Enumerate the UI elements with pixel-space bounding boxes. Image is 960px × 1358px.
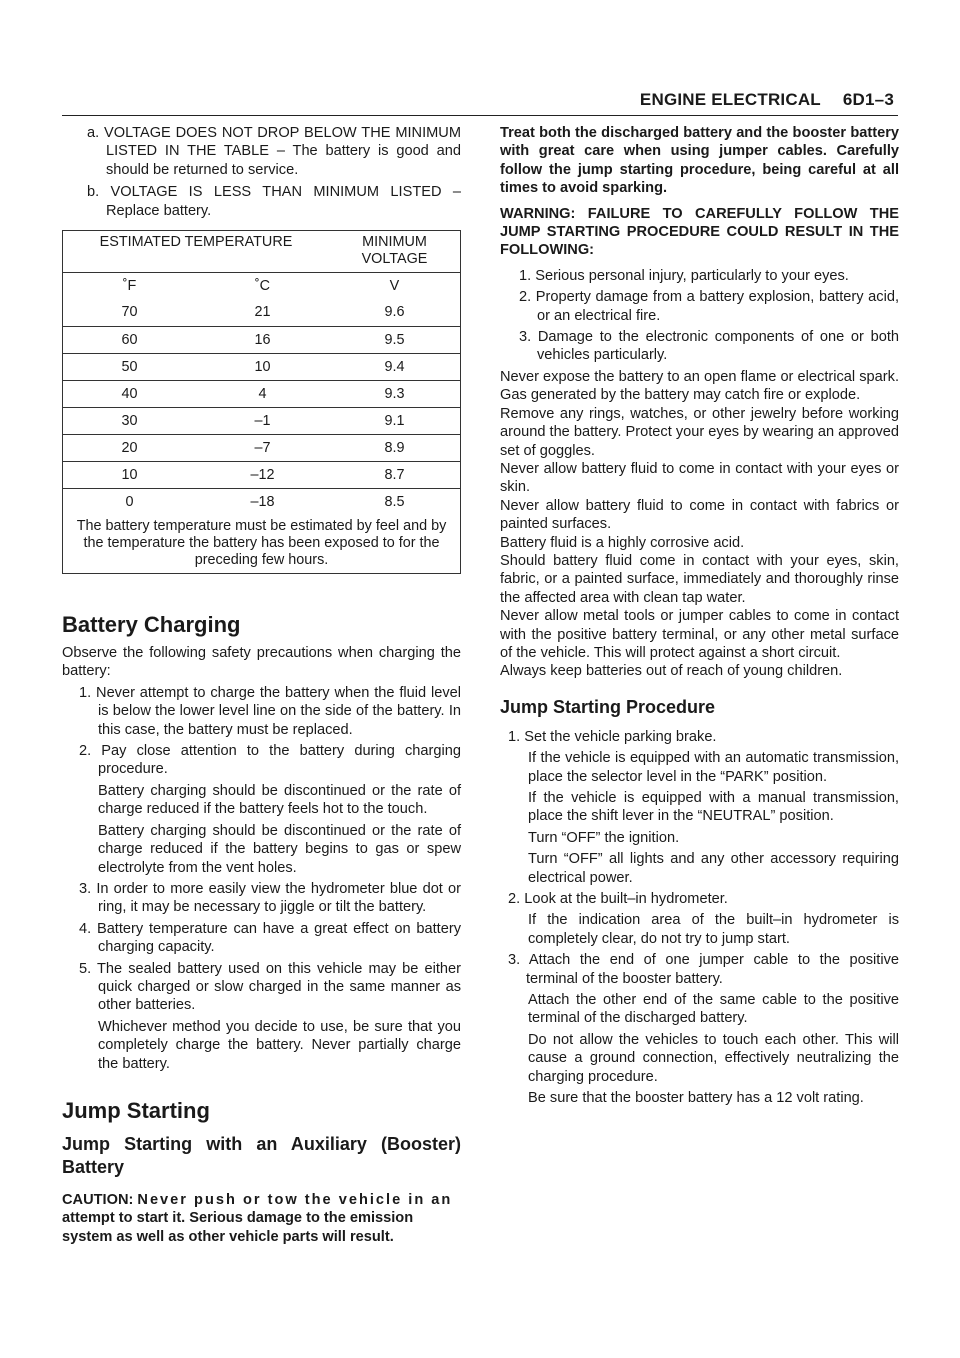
table-note: The battery temperature must be estimated by feel and by the temperature the battery has been exposed to for the preceding few hours.: [76, 518, 447, 569]
list-sub-paragraph: If the vehicle is equipped with a manual transmission, place the shift lever in the “NEUTRAL” position.: [528, 790, 899, 825]
table-cell-f: 20: [63, 435, 196, 462]
table-unit-f: ˚F: [63, 273, 196, 300]
table-cell-f: 40: [63, 381, 196, 408]
list-sub-paragraph: Turn “OFF” the ignition.: [528, 829, 680, 846]
list-item: 3. In order to more easily view the hydrometer blue dot or ring, it may be necessary to jiggle or tilt the battery.: [79, 880, 461, 916]
table-cell-v: 9.4: [329, 354, 461, 381]
table-row: [63, 381, 461, 408]
table-cell-f: 50: [63, 354, 196, 381]
table-cell-f: 60: [63, 327, 196, 354]
safety-paragraph: Battery fluid is a highly corrosive acid.: [500, 534, 745, 551]
table-row: [63, 408, 461, 435]
table-row: [63, 435, 461, 462]
table-row: [63, 489, 461, 516]
jump-starting-booster-heading: Jump Starting with an Auxiliary (Booster) Battery: [62, 1133, 461, 1177]
section-number: 6D1–3: [842, 90, 894, 109]
table-cell-v: 9.1: [329, 408, 461, 435]
list-item: 4. Battery temperature can have a great effect on battery charging capacity.: [79, 920, 461, 956]
list-item: 2. Look at the built–in hydrometer.: [508, 891, 728, 908]
warning-list: [500, 267, 899, 365]
safety-paragraph: Should battery fluid come in contact with your eyes, skin, fabric, or a painted surface, immediately and thoroughly rinse the affected area with clean tap water.: [500, 552, 899, 606]
table-cell-c: –7: [196, 435, 329, 462]
list-item: 5. The sealed battery used on this vehicle may be either quick charged or slow charged in the same manner as other batteries.: [79, 960, 461, 1014]
table-cell-v: 9.5: [329, 327, 461, 354]
table-cell-c: –1: [196, 408, 329, 435]
header-rule: [62, 115, 898, 116]
safety-paragraph: Never allow battery fluid to come in contact with fabrics or painted surfaces.: [500, 497, 899, 533]
caution-paragraph: [62, 1191, 461, 1246]
page-header: [640, 90, 894, 110]
table-cell-c: 10: [196, 354, 329, 381]
table-head-temperature: ESTIMATED TEMPERATURE: [99, 234, 293, 251]
table-cell-v: 9.3: [329, 381, 461, 408]
table-cell-c: 4: [196, 381, 329, 408]
table-cell-f: 10: [63, 462, 196, 489]
safety-paragraphs: [500, 368, 899, 681]
table-cell-c: 16: [196, 327, 329, 354]
table-row: [63, 299, 461, 327]
safety-paragraph: Never allow battery fluid to come in contact with your eyes or skin.: [500, 460, 899, 496]
list-sub-paragraph: If the indication area of the built–in hydrometer is completely clear, do not try to jump start.: [528, 912, 899, 947]
safety-paragraph: Never expose the battery to an open flame or electrical spark. Gas generated by the battery may catch fire or explode.: [500, 368, 899, 404]
treat-paragraph: Treat both the discharged battery and the booster battery with great care when using jumper cables. Carefully follow the jump starting procedure, being careful at all times to avoid sparking.: [500, 125, 899, 197]
list-sub-paragraph: Whichever method you decide to use, be sure that you completely charge the battery. Never partially charge the battery.: [98, 1018, 461, 1072]
table-unit-c: ˚C: [196, 273, 329, 300]
jump-starting-heading: Jump Starting: [62, 1097, 210, 1123]
table-cell-c: –18: [196, 489, 329, 516]
result-item-b: b. VOLTAGE IS LESS THAN MINIMUM LISTED – Replace battery.: [87, 184, 461, 219]
temperature-voltage-table: [62, 230, 461, 574]
warning-item: 3. Damage to the electronic components of one or both vehicles particularly.: [519, 329, 899, 364]
caution-spaced-text: Never push or tow the vehicle in an: [137, 1191, 453, 1208]
list-sub-paragraph: If the vehicle is equipped with an automatic transmission, place the selector level in the “PARK” position.: [528, 750, 899, 785]
table-cell-f: 0: [63, 489, 196, 516]
warning-item: 2. Property damage from a battery explosion, battery acid, or an electrical fire.: [519, 289, 899, 324]
safety-paragraph: Remove any rings, watches, or other jewelry before working around the battery. Protect your eyes by wearing an approved set of goggles.: [500, 405, 899, 459]
list-sub-paragraph: Be sure that the booster battery has a 12 volt rating.: [528, 1090, 864, 1107]
list-item: 2. Pay close attention to the battery during charging procedure.: [79, 743, 461, 778]
list-item: 1. Never attempt to charge the battery when the fluid level is below the lower level line on the side of the battery. In this case, the battery must be replaced.: [79, 684, 461, 738]
caution-rest-text: attempt to start it. Serious damage to the emission system as well as other vehicle parts will result.: [62, 1210, 414, 1245]
table-cell-c: –12: [196, 462, 329, 489]
charging-intro: Observe the following safety precautions when charging the battery:: [62, 645, 461, 680]
table-cell-v: 9.6: [384, 303, 405, 320]
list-item: 1. Set the vehicle parking brake.: [508, 728, 717, 745]
list-sub-paragraph: Do not allow the vehicles to touch each other. This will cause a ground connection, effectively neutralizing the charging procedure.: [528, 1031, 899, 1085]
table-cell-v: 8.9: [329, 435, 461, 462]
table-row: [63, 327, 461, 354]
warning-item: 1. Serious personal injury, particularly to your eyes.: [519, 267, 849, 284]
battery-charging-heading: Battery Charging: [62, 612, 241, 638]
list-sub-paragraph: Attach the other end of the same cable to the positive terminal of the discharged battery.: [528, 992, 899, 1027]
table-row: [63, 354, 461, 381]
list-sub-paragraph: Battery charging should be discontinued or the rate of charge reduced if the battery feels hot to the touch.: [98, 782, 461, 818]
table-cell-v: 8.5: [329, 489, 461, 516]
table-cell-f: 30: [63, 408, 196, 435]
right-column: [500, 124, 899, 1111]
safety-paragraph: Never allow metal tools or jumper cables to come in contact with the positive battery terminal, or any other metal surface of the vehicle. This will protect against a short circuit.: [500, 608, 899, 661]
result-item-a: a. VOLTAGE DOES NOT DROP BELOW THE MINIMUM LISTED IN THE TABLE – The battery is good and should be returned to service.: [87, 125, 461, 178]
procedure-list: [500, 728, 899, 1108]
list-item: 3. Attach the end of one jumper cable to the positive terminal of the booster battery.: [508, 952, 899, 987]
jump-procedure-heading: Jump Starting Procedure: [500, 696, 716, 717]
table-cell-f: 70: [121, 303, 138, 320]
list-sub-paragraph: Battery charging should be discontinued or the rate of charge reduced if the battery begins to gas or spew electrolyte from the vent holes.: [98, 822, 461, 876]
table-row: [63, 462, 461, 489]
table-cell-c: 21: [254, 303, 271, 320]
table-head-minimum-voltage: MINIMUM VOLTAGE: [361, 234, 428, 268]
table-cell-v: 8.7: [329, 462, 461, 489]
caution-label: CAUTION:: [62, 1191, 134, 1208]
safety-paragraph: Always keep batteries out of reach of young children.: [500, 663, 843, 680]
left-column: [62, 124, 461, 1246]
list-sub-paragraph: Turn “OFF” all lights and any other accessory requiring electrical power.: [528, 851, 899, 886]
warning-paragraph: WARNING: FAILURE TO CAREFULLY FOLLOW THE JUMP STARTING PROCEDURE COULD RESULT IN THE FOLLOWING:: [500, 205, 899, 259]
table-unit-v: V: [329, 273, 461, 300]
header-title: ENGINE ELECTRICAL: [639, 90, 821, 109]
charging-list: [62, 684, 461, 1073]
